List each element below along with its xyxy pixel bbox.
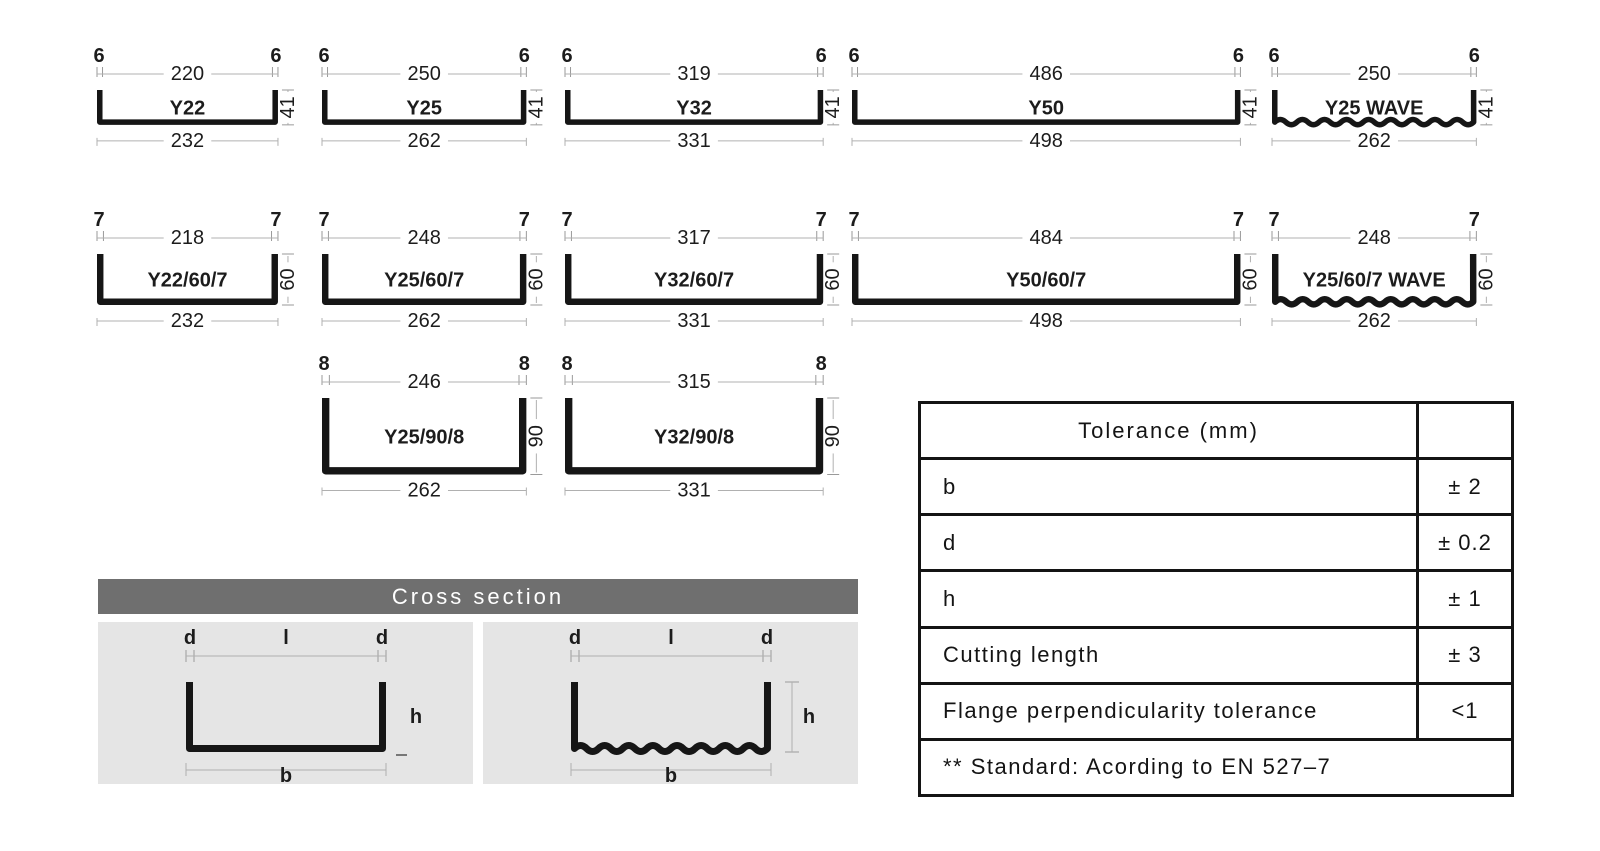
outer-width-label: 331 [677, 479, 711, 502]
thickness-label: 6 [318, 45, 330, 67]
thickness-label: 7 [1468, 209, 1480, 231]
inner-width-label: 218 [170, 227, 205, 249]
thickness-label: 6 [93, 45, 105, 67]
tolerance-row-value: ± 2 [1448, 473, 1482, 499]
tolerance-table-header-row [921, 404, 1511, 457]
height-label: 41 [1475, 96, 1498, 119]
profile-y50-60-7 [826, 208, 1283, 335]
thickness-label: 7 [815, 209, 827, 231]
height-label: 60 [276, 268, 299, 291]
dim-label-d: d [760, 627, 774, 649]
thickness-label: 7 [270, 209, 282, 231]
profile-y50 [826, 44, 1283, 155]
thickness-label: 7 [318, 209, 330, 231]
thickness-label: 7 [561, 209, 573, 231]
tolerance-row-label: Flange perpendicularity tolerance [921, 685, 1419, 738]
outer-width-label: 232 [170, 129, 205, 152]
tolerance-row-label: Cutting length [921, 629, 1419, 682]
profile-y32-90-8 [539, 352, 866, 505]
dim-label-h: h [409, 706, 423, 728]
height-label: 41 [822, 96, 845, 119]
tolerance-table-footer: ** Standard: Acording to EN 527–7 [943, 754, 1332, 780]
profile-name-label: Y50/60/7 [1006, 269, 1087, 292]
height-label: 60 [1239, 268, 1262, 291]
thickness-label: 7 [518, 209, 530, 231]
thickness-label: 6 [1468, 45, 1480, 67]
outer-width-label: 262 [1357, 129, 1391, 152]
thickness-label: 8 [561, 353, 573, 375]
profile-name-label: Y32/90/8 [654, 426, 735, 449]
dim-label-d: d [568, 627, 582, 649]
profile-y25-60-7 [296, 208, 569, 335]
thickness-label: 7 [93, 209, 105, 231]
profile-y25-wave [1246, 44, 1519, 155]
inner-width-label: 484 [1029, 227, 1063, 249]
profile-y22 [71, 44, 320, 155]
outer-width-label: 331 [677, 310, 711, 332]
outer-width-label: 498 [1029, 129, 1063, 152]
profile-y25 [296, 44, 569, 155]
height-label: 41 [525, 96, 548, 119]
dim-label-b: b [279, 765, 293, 784]
inner-width-label: 220 [170, 63, 205, 85]
inner-width-label: 248 [407, 227, 441, 249]
profile-name-label: Y25 [406, 97, 442, 120]
height-label: 90 [822, 425, 845, 448]
profile-name-label: Y25/90/8 [384, 426, 465, 449]
thickness-label: 6 [1232, 45, 1245, 67]
channel-outline [575, 682, 768, 752]
inner-width-label: 315 [677, 371, 711, 393]
cross-section-header [98, 579, 858, 614]
table-row [921, 682, 1511, 738]
height-label: 41 [276, 96, 299, 119]
inner-width-label: 248 [1357, 227, 1391, 249]
profile-name-label: Y25/60/7 WAVE [1302, 269, 1446, 292]
thickness-label: 7 [1268, 209, 1280, 231]
tolerance-row-value: ± 3 [1448, 642, 1482, 668]
outer-width-label: 232 [170, 310, 205, 332]
thickness-label: 8 [318, 353, 330, 375]
outer-width-label: 262 [407, 310, 441, 332]
height-label: 60 [525, 268, 548, 291]
thickness-label: 8 [518, 353, 530, 375]
thickness-label: 6 [561, 45, 573, 67]
tolerance-row-value: ± 1 [1448, 585, 1482, 611]
table-row [921, 569, 1511, 625]
inner-width-label: 317 [677, 227, 711, 249]
dim-label-l: l [283, 627, 289, 649]
table-row [921, 513, 1511, 569]
outer-width-label: 262 [407, 479, 441, 502]
channel-outline [190, 682, 383, 749]
height-label: 90 [525, 425, 548, 448]
dim-label-d: d [183, 627, 197, 649]
table-row [921, 626, 1511, 682]
tolerance-table-header: Tolerance (mm) [921, 404, 1419, 457]
thickness-label: 6 [848, 45, 860, 67]
thickness-label: 6 [518, 45, 530, 67]
height-label: 41 [1239, 96, 1262, 119]
outer-width-label: 331 [677, 129, 711, 152]
tolerance-row-label: b [921, 460, 1419, 513]
table-row [921, 457, 1511, 513]
dim-label-h: h [802, 706, 816, 728]
outer-width-label: 262 [407, 129, 441, 152]
profile-y32-60-7 [539, 208, 866, 335]
height-label: 60 [822, 268, 845, 291]
tolerance-row-value: ± 0.2 [1438, 529, 1492, 555]
profile-name-label: Y22/60/7 [147, 269, 228, 292]
thickness-label: 6 [1268, 45, 1280, 67]
profile-y32 [539, 44, 866, 155]
tolerance-table-footer-row [921, 738, 1511, 794]
profile-name-label: Y22 [169, 97, 206, 120]
cross-section-panel-wave [483, 622, 858, 784]
inner-width-label: 250 [1357, 63, 1391, 85]
outer-width-label: 498 [1029, 310, 1063, 332]
tolerance-row-label: h [921, 572, 1419, 625]
profile-name-label: Y32 [676, 97, 712, 120]
profile-name-label: Y32/60/7 [654, 269, 735, 292]
height-label: 60 [1475, 268, 1498, 291]
dim-label-b: b [664, 765, 678, 784]
profile-y22-60-7 [71, 208, 320, 335]
inner-width-label: 246 [407, 371, 441, 393]
inner-width-label: 319 [677, 63, 711, 85]
cross-section-panel-plain [98, 622, 473, 784]
thickness-label: 6 [815, 45, 827, 67]
dim-label-d: d [375, 627, 389, 649]
tolerance-table [918, 401, 1514, 797]
tolerance-row-label: d [921, 516, 1419, 569]
thickness-label: 6 [270, 45, 282, 67]
inner-width-label: 486 [1029, 63, 1063, 85]
dim-label-l: l [668, 627, 674, 649]
profile-y25-90-8 [296, 352, 569, 505]
thickness-label: 8 [815, 353, 827, 375]
profile-name-label: Y25/60/7 [384, 269, 465, 292]
profile-y25-60-7-wave [1246, 208, 1519, 335]
profile-name-label: Y50 [1028, 97, 1065, 120]
thickness-label: 7 [1232, 209, 1245, 231]
tolerance-row-value: <1 [1451, 698, 1479, 724]
inner-width-label: 250 [407, 63, 441, 85]
cross-section-title: Cross section [391, 583, 565, 609]
outer-width-label: 262 [1357, 310, 1391, 332]
tolerance-table-header-value [1419, 404, 1511, 457]
profile-name-label: Y25 WAVE [1324, 97, 1424, 120]
thickness-label: 7 [848, 209, 860, 231]
